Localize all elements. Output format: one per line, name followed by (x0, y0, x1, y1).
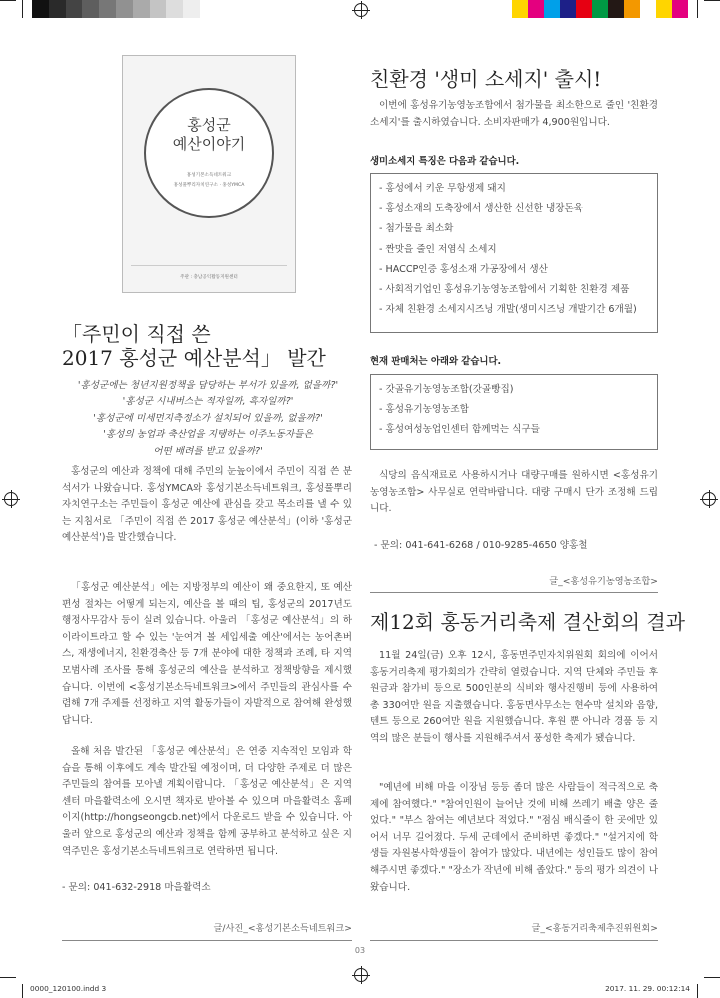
article-paragraph: 「홍성군 예산분석」에는 지방정부의 예산이 왜 중요한지, 또 예산편성 절차는 어떻게 되는지, 예산을 볼 때의 팁, 홍성군의 2017년도 행정사무감사 등이 실려 있습니다. 아울러 「홍성군 예산분석」의 하이라이트라고 할 수 있는 '눈여겨 볼 세입세출 예산'에서는 농어촌버스, 재생에너지, 친환경축산 등 7개 분야에 대한 정책과 조례, 타 지역 모범사례 조사를 통해 홍성군의 예산을 분석하고 정책방향을 제시했습니다. 이번에 <홍성기본소득네트워크>에서 주민들의 관심사를 수렴해 7개 주제를 선정하고 지역 활동가들이 자발적으로 참여해 완성했답니다. (62, 582, 352, 726)
grayscale-bar (32, 0, 200, 18)
article-paragraph: 이번에 홍성유기농영농조합에서 첨가물을 최소한으로 줄인 '친환경 소세지'를 출시하였습니다. 소비자판매가 4,900원입니다. (370, 100, 658, 128)
article-paragraph: 홍성군의 예산과 정책에 대해 주민의 눈높이에서 주민이 직접 쓴 분석서가 나왔습니다. 홍성YMCA와 홍성기본소득네트워크, 홍성풀뿌리자치연구소는 주민들이 홍성군 예산에 관심을 갖고 목소리를 낼 수 있는 지침서로 「주민이 직접 쓴 2017 홍성군 예산분석」(이하 '홍성군 예산분석')을 발간했습니다. (62, 466, 352, 544)
registration-mark-icon (4, 492, 18, 506)
column-rule (370, 592, 658, 593)
cover-subtitle: 홍성풀뿌리자치연구소 · 홍성YMCA (173, 183, 245, 188)
color-swatch (560, 0, 576, 18)
crop-mark (22, 0, 23, 18)
file-slug: 0000_120100.indd 3 (30, 984, 107, 993)
print-timestamp: 2017. 11. 29. 00:12:14 (605, 984, 690, 993)
crop-mark (0, 0, 16, 1)
article-paragraph: "예년에 비해 마을 이장님 등등 좀더 많은 사람들이 적극적으로 축제에 참여했다." "참여인원이 늘어난 것에 비해 쓰레기 배출 양은 줄었다." "부스 참여는 예년보다 적었다." "점심 배식줄이 한 곳에만 있어서 너무 길어졌다. 두세 군데에서 준비하면 좋겠다." "설거지에 학생들 자원봉사학생들이 참여가 많았다. 내년에는 성인들도 많이 참여해주시면 좋겠다." "장소가 작년에 비해 좁았다." 등의 평가 의견이 나왔습니다. (370, 782, 658, 893)
color-swatch (624, 0, 640, 18)
seller-item: - 홍성여성농업인센터 함께먹는 식구들 (379, 424, 540, 436)
color-bar (512, 0, 688, 18)
color-swatch (592, 0, 608, 18)
feature-item: - 홍성에서 키운 무항생제 돼지 (379, 183, 506, 194)
crop-mark (697, 0, 698, 18)
sellers-box (370, 374, 658, 450)
cover-footer: 주관 : 충남공익활동지원센터 (180, 275, 238, 280)
book-cover-image (122, 55, 296, 293)
article-title-line1: 「주민이 직접 쓴 (62, 322, 211, 346)
feature-item: - HACCP인증 홍성소재 가공장에서 생산 (379, 263, 548, 275)
color-swatch (528, 0, 544, 18)
cover-divider (131, 265, 287, 266)
crop-mark (697, 984, 698, 998)
contact-info: - 문의: 041-641-6268 / 010-9285-4650 양홍철 (374, 540, 588, 551)
feature-item: - 사회적기업인 홍성유기농영농조합에서 기획한 친환경 제품 (379, 284, 630, 296)
cover-subtitle: 홍성기본소득네트워크 (186, 173, 232, 178)
article-credit: 글/사진_<홍성기본소득네트워크> (213, 923, 352, 934)
color-swatch (672, 0, 688, 18)
registration-mark-icon (354, 3, 368, 17)
contact-info: - 문의: 041-632-2918 마을활력소 (62, 882, 211, 893)
feature-item: - 짠맛을 줄인 저염식 소세지 (379, 243, 497, 255)
color-swatch (640, 0, 656, 18)
quote-line: 어떤 배려를 받고 있을까?' (153, 445, 263, 457)
article-credit: 글_<홍성유기농영농조합> (549, 576, 658, 587)
article-paragraph: 올해 처음 발간된 「홍성군 예산분석」은 연중 지속적인 모임과 학습을 통해 이후에도 계속 발간될 예정이며, 더 다양한 주제로 더 많은 주민들의 참여를 모아낼 계획이랍니다. 「홍성군 예산분석」은 지역센터 마을활력소에 오시면 책자로 받아볼 수 있으며 마을활력소 홈페이지(http://hongseongcb.net)에서 다운로드 받을 수 있습니다. 아울러 앞으로 홍성군의 예산과 정책을 함께 공부하고 분석하고 싶은 지역주민은 홍성기본소득네트워크로 연락하면 됩니다. (62, 746, 352, 857)
article-title: 친환경 '생미 소세지' 출시! (370, 67, 602, 91)
color-swatch (512, 0, 528, 18)
crop-mark (0, 977, 16, 978)
quote-line: '홍성의 농업과 축산업을 지탱하는 이주노동자들은 (103, 429, 313, 441)
crop-mark (704, 0, 720, 1)
article-title: 제12회 홍동거리축제 결산회의 결과 (370, 610, 686, 634)
crop-mark (22, 984, 23, 998)
quote-line: '홍성군에 미세먼지측정소가 설치되어 있을까, 없을까?' (93, 412, 323, 424)
color-swatch (544, 0, 560, 18)
quote-line: '홍성군에는 청년지원정책을 담당하는 부서가 있을까, 없을까?' (77, 380, 339, 391)
color-swatch (576, 0, 592, 18)
article-title-line2: 2017 홍성군 예산분석」 발간 (62, 346, 326, 370)
cover-title: 홍성군 예산이야기 (172, 116, 246, 153)
crop-mark (704, 977, 720, 978)
page-number: 03 (354, 946, 366, 955)
color-swatch (656, 0, 672, 18)
column-rule (62, 940, 352, 941)
registration-mark-icon (354, 968, 368, 982)
section-heading: 생미소세지 특징은 다음과 같습니다. (370, 156, 520, 167)
column-rule (370, 940, 658, 941)
features-box (370, 173, 658, 333)
quote-block (62, 378, 354, 460)
article-paragraph: 11월 24일(금) 오후 12시, 홍동면주민자치위원회 회의에 이어서 홍동거리축제 평가회의가 간략히 열렸습니다. 지역 단체와 주민들 후원금과 참가비 등으로 500인분의 식비와 행사진행비 등에 사용하여 총 330여만 원을 지출했습니다. 홍동면사무소는 현수막 설치와 음향, 텐트 등으로 260여만 원을 지원했습니다. 후원 뿐 아니라 경품 등 지역의 많은 분들이 행사를 지원해주셔서 풍성한 축제가 됐습니다. (370, 650, 658, 744)
feature-item: - 자체 친환경 소세지시즈닝 개발(생미시즈닝 개발기간 6개월) (379, 304, 637, 316)
section-heading: 현재 판매처는 아래와 같습니다. (370, 356, 502, 367)
feature-item: - 첨가물을 최소화 (379, 223, 454, 235)
seller-item: - 홍성유기농영농조합 (379, 404, 469, 416)
color-swatch (608, 0, 624, 18)
article-credit: 글_<홍동거리축제추진위원회> (531, 923, 658, 934)
feature-item: - 홍성소재의 도축장에서 생산한 신선한 냉장돈육 (379, 203, 584, 215)
quote-line: '홍성군 시내버스는 적자일까, 흑자일까?' (122, 396, 294, 408)
registration-mark-icon (702, 492, 716, 506)
seller-item: - 갓골유기농영농조합(갓골빵집) (379, 384, 514, 395)
cover-circle (144, 88, 274, 218)
article-paragraph: 식당의 음식재료로 사용하시거나 대량구매를 원하시면 <홍성유기농영농조합> 사무실로 연락바랍니다. 대량 구매시 단가 조정해 드립니다. (370, 470, 658, 515)
